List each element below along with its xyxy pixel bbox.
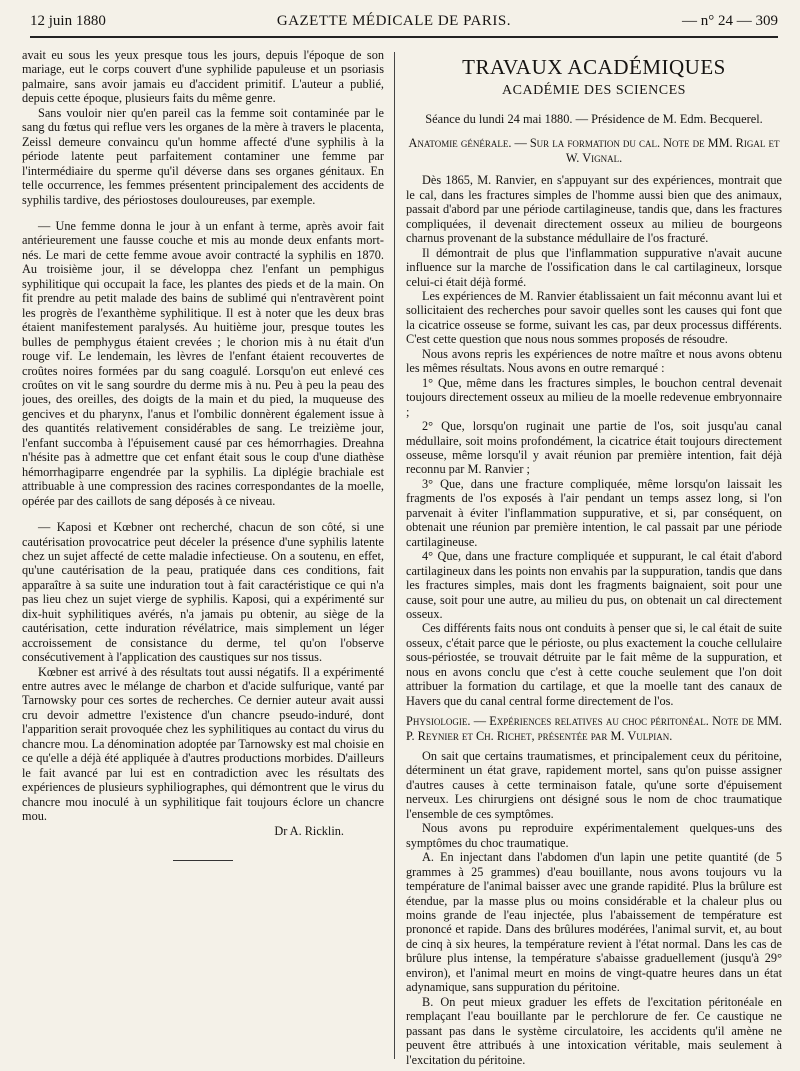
paragraph: Les expériences de M. Ranvier établissaient un fait méconnu avant lui et sollicitaient des recherches pour savoir quelles sont les causes qui font que la cicatrice osseuse se forme, suivant les cas, par deux processus différents. C'est cette question que nous nous sommes proposés de résoudre. <box>406 288 782 347</box>
section-title: TRAVAUX ACADÉMIQUES <box>462 55 726 79</box>
article-heading: Physiologie. — Expériences relatives au choc péritonéal. Note de MM. P. Reynier et Ch. Richet, présentée par M. Vulpian. <box>406 714 782 743</box>
paragraph: 2° Que, lorsqu'on ruginait une partie de l'os, soit jusqu'au canal médullaire, soit moins profondément, la cicatrice était toujours directement osseuse, même lorsqu'il y avait réunion par première intention, fait déjà reconnu par M. Ranvier ; <box>406 419 782 477</box>
right-column <box>406 48 782 1071</box>
header-date: 12 juin 1880 <box>30 12 106 29</box>
column-divider <box>394 52 395 1059</box>
paragraph: Il démontrait de plus que l'inflammation suppurative n'avait aucune influence sur la marche de l'ossification dans le cal cartilagineux, lorsque celui-ci était déjà formé. <box>406 245 782 289</box>
paragraph: — Kaposi et Kœbner ont recherché, chacun de son côté, si une cautérisation provocatrice peut déceler la présence d'une syphilis latente chez un sujet affecté de cette maladie infectieuse. On a soutenu, en effet, qu'une cautérisation de la peau, pratiquée dans ces conditions, fait apparaître à sa suite une induration tout à fait caractéristique ce qui n'a pas lieu chez un sujet vierge de syphilis. Kaposi, qui a expérimenté sur dix-huit syphilitiques avérés, n'a jamais pu obtenir, au siège de la cautérisation, cette induration révélatrice, mais simplement un léger accroissement de consistance du derme, tel qu'on l'observe consécutivement à l'application des caustiques sur nos tissus. <box>22 520 384 665</box>
paragraph: Nous avons repris les expériences de notre maître et nous avons obtenu les mêmes résultats. Nous avons en outre remarqué : <box>406 346 782 376</box>
paragraph: On sait que certains traumatismes, et principalement ceux du péritoine, déterminent un état grave, rapidement mortel, sans qu'on puisse assigner d'autres causes à cette terminaison fatale, qu'une sorte d'épuisement nerveux. Les chirurgiens ont désigné sous le nom de choc traumatique l'ensemble de ces symptômes. <box>406 749 782 821</box>
article-heading: Anatomie générale. — Sur la formation du cal. Note de MM. Rigal et W. Vignal. <box>408 136 780 165</box>
paragraph: Nous avons pu reproduire expérimentalement quelques-uns des symptômes du choc traumatique. <box>406 821 782 850</box>
paragraph: avait eu sous les yeux presque tous les jours, depuis l'époque de son mariage, eut le corps couvert d'une syphilide papuleuse et un psoriasis palmaire, sans avoir jamais eu d'accident primitif. L'auteur a publié, depuis cette époque, plusieurs faits du même genre. <box>22 48 384 106</box>
paragraph: 3° Que, dans une fracture compliquée, même lorsqu'on laissait les fragments de l'os exposés à l'air pendant un temps assez long, si l'on parvenait à éviter l'inflammation suppurative, et si, par conséquent, on obtenait une réunion par première intention, le cal passait par une période cartilagineuse. <box>406 476 782 549</box>
paragraph: — Une femme donna le jour à un enfant à terme, après avoir fait antérieurement une fausse couche et mis au monde deux enfants mort-nés. Le mari de cette femme avoue avoir contracté la syphilis en 1870. Au troisième jour, il se développa chez l'enfant un pemphigus syphilitique qui occupait la face, les plantes des pieds et de la main. On fit prendre au petit malade des bains de sublimé qui n'entravèrent point les progrès de l'exanthème syphilitique. Il est à noter que les deux bras étaient manifestement paralysés. Au huitième jour, presque toutes les bulles de pemphygus étaient crevées ; le chorion mis à nu était d'un rouge vif. Le lendemain, les lèvres de l'enfant étaient recouvertes de croûtes noires formées par du sang coagulé. Lorsqu'on eut enlevé ces croûtes on vit le sang sourdre du derme mis à nu. Peu à peu la peau des joues, des oreilles, des doigts de la main et du pied, la muqueuse des gencives et du pharynx, l'anus et l'ombilic donnèrent également issue à des quantités relativement considérables de sang. Le treizième jour, l'enfant succomba à l'épuisement causé par ces hémorrhagies. Dreahna n'hésite pas à admettre que cet enfant était sous le coup d'une diathèse hémorrhagiparre engendrée par la syphilis. La diplégie brachiale est attribuable à une compression des racines correspondantes de la moelle, opérée par des caillots de sang déposés à ce niveau. <box>22 218 384 508</box>
header-journal-title: GAZETTE MÉDICALE DE PARIS. <box>276 12 511 29</box>
paragraph: Dès 1865, M. Ranvier, en s'appuyant sur des expériences, montrait que le cal, dans les fractures simples de l'homme aussi bien que des animaux, passait d'abord par une période cartilagineuse, tandis que, dans les fractures compliquées, il devenait directement osseux au milieu de bourgeons charnus provenant de la substance médullaire de l'os fracturé. <box>406 173 782 246</box>
session-line: Séance du lundi 24 mai 1880. — Présidence de M. Edm. Becquerel. <box>425 112 763 126</box>
paragraph: B. On peut mieux graduer les effets de l'excitation péritonéale en remplaçant l'eau bouillante par le perchlorure de fer. Ce caustique ne passant pas dans le système circulatoire, les accidents qu'il amène ne peuvent être attribués à une intoxication véritable, mais seulement à l'excitation du péritoine. <box>406 994 782 1067</box>
paragraph: Ces différents faits nous ont conduits à penser que si, le cal était de suite osseux, c'était parce que le périoste, ou plus exactement la couche cellulaire sous-périostée, se trouvait détruite par le fait même de la suppuration, et nous en avons conclu que c'est à cette couche seulement que l'on doit attribuer la formation du cartilage, et que la moelle tant des canaux de Havers que du canal central forme directement de l'os. <box>406 621 782 708</box>
section-subtitle: ACADÉMIE DES SCIENCES <box>502 83 686 98</box>
paragraph: A. En injectant dans l'abdomen d'un lapin une petite quantité (de 5 grammes à 25 grammes) d'eau bouillante, nous avons toujours vu la température de l'animal baisser avec une grande rapidité. Plus la brûlure est étendue, par la masse plus ou moins considérable et la chaleur plus ou moins grande de l'eau injectée, plus l'abaissement de température est prononcé et rapide. Dans des brûlures modérées, l'animal survit, et, au bout de cinq à six heures, la température revient à l'état normal. Dans les cas de brûlure plus intense, la température s'abaisse graduellement (jusqu'à 29° environ), et l'animal meurt en moins de vingt-quatre heures dans un état adynamique, sans suppuration du péritoine. <box>406 850 782 995</box>
header-issue-page: — n° 24 — 309 <box>681 12 778 29</box>
end-rule <box>173 860 233 861</box>
paragraph: 1° Que, même dans les fractures simples, le bouchon central devenait toujours directement osseux au milieu de la moelle redevenue embryonnaire ; <box>406 375 782 419</box>
left-column <box>22 48 384 1071</box>
author-signature: Dr A. Ricklin. <box>274 823 344 838</box>
paragraph: Kœbner est arrivé à des résultats tout aussi négatifs. Il a expérimenté entre autres avec le mélange de charbon et d'acide sulfurique, vanté par Tarnowsky pour ces sortes de recherches. Ce dernier auteur avait aussi cru devoir admettre l'existence d'un chancre pseudo-induré, dont l'apparition serait provoquée chez les syphilitiques au contact du virus du chancre mou. La dénomination adoptée par Tarnowsky est mal choisie en ce qu'elle a déjà été appliquée à d'autres productions morbides. D'ailleurs le fait avancé par lui est en contradiction avec les résultats des expériences de plusieurs syphiliographes, qui démontrent que le virus du chancre mou inoculé à un syphilitique fait toujours éclore un chancre mou. <box>22 664 384 824</box>
paragraph: 4° Que, dans une fracture compliquée et suppurant, le cal était d'abord cartilagineux dans les points non envahis par la suppuration, tandis que dans les fractures simples, mais dont les fragments baignaient, soit pour une cause, soit pour une autre, au milieu du pus, on obtenait un cal directement osseux. <box>406 549 782 621</box>
page-header <box>30 6 778 38</box>
paragraph: Sans vouloir nier qu'en pareil cas la femme soit contaminée par le sang du fœtus qui reflue vers les organes de la mère à travers le placenta, Zeissl demeure convaincu qu'un homme affecté d'une syphilis à la période latente peut parfaitement contaminer une femme par l'intermédiaire du sperme qu'il déverse dans ses organes génitaux. En telle occurrence, les femmes présentent principalement des accidents de syphilis tardive, des périostoses douloureuses, par exemple. <box>22 105 384 207</box>
